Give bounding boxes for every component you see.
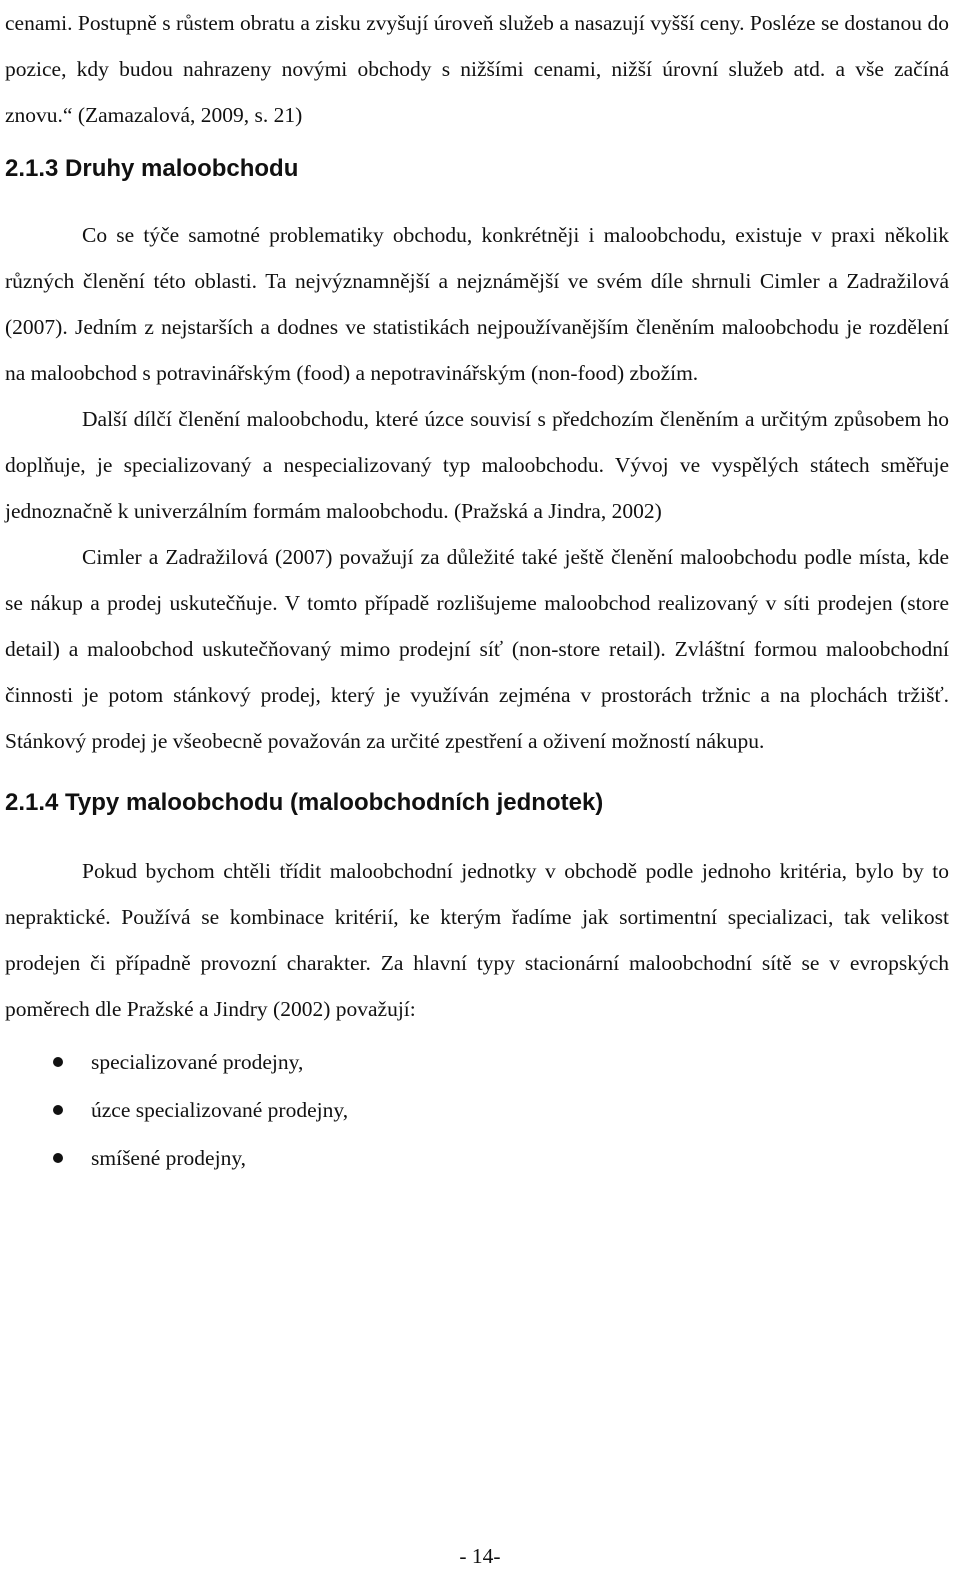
page-number: - 14- bbox=[459, 1544, 501, 1568]
document-page bbox=[5, 0, 949, 1182]
retail-types-list bbox=[5, 1038, 949, 1182]
paragraph-retail-types: Pokud bychom chtěli třídit maloobchodní jednotky v obchodě podle jednoho kritéria, bylo by to nepraktické. Používá se kombinace kritérií, ke kterým řadíme jak sortimentní specializaci, tak velikost prodejen či případně provozní charakter. Za hlavní typy stacionární maloobchodní sítě se v evropských poměrech dle Pražské a Jindry (2002) považují: bbox=[5, 859, 949, 1021]
list-item: úzce specializované prodejny, bbox=[5, 1086, 949, 1134]
list-item: smíšené prodejny, bbox=[5, 1134, 949, 1182]
list-item: specializované prodejny, bbox=[5, 1038, 949, 1086]
paragraph-store-location: Cimler a Zadražilová (2007) považují za důležité také ještě členění maloobchodu podle místa, kde se nákup a prodej uskutečňuje. V tomto případě rozlišujeme maloobchod realizovaný v síti prodejen (store detail) a maloobchod uskutečňovaný mimo prodejní síť (non-store retail). Zvláštní formou maloobchodní činnosti je potom stánkový prodej, který je využíván zejména v prostorách tržnic a na plochách tržišť. Stánkový prodej je všeobecně považován za určité zpestření a oživení možností nákupu. bbox=[5, 545, 949, 753]
section-heading-2-1-3: 2.1.3 Druhy maloobchodu bbox=[5, 155, 299, 182]
paragraph-specialization: Další dílčí členění maloobchodu, které úzce souvisí s předchozím členěním a určitým způsobem ho doplňuje, je specializovaný a nespecializovaný typ maloobchodu. Vývoj ve vyspělých státech směřuje jednoznačně k univerzálním formám maloobchodu. (Pražská a Jindra, 2002) bbox=[5, 407, 949, 523]
section-heading-2-1-4: 2.1.4 Typy maloobchodu (maloobchodních jednotek) bbox=[5, 789, 604, 816]
paragraph-continuation: cenami. Postupně s růstem obratu a zisku zvyšují úroveň služeb a nasazují vyšší ceny. Posléze se dostanou do pozice, kdy budou nahrazeny novými obchody s nižšími cenami, nižší úrovní služeb atd. a vše začíná znovu.“ (Zamazalová, 2009, s. 21) bbox=[5, 11, 949, 127]
paragraph-classification: Co se týče samotné problematiky obchodu, konkrétněji i maloobchodu, existuje v praxi několik různých členění této oblasti. Ta nejvýznamnější a nejznámější ve svém díle shrnuli Cimler a Zadražilová (2007). Jedním z nejstarších a dodnes ve statistikách nejpoužívanějším členěním maloobchodu je rozdělení na maloobchod s potravinářským (food) a nepotravinářským (non-food) zbožím. bbox=[5, 223, 949, 385]
